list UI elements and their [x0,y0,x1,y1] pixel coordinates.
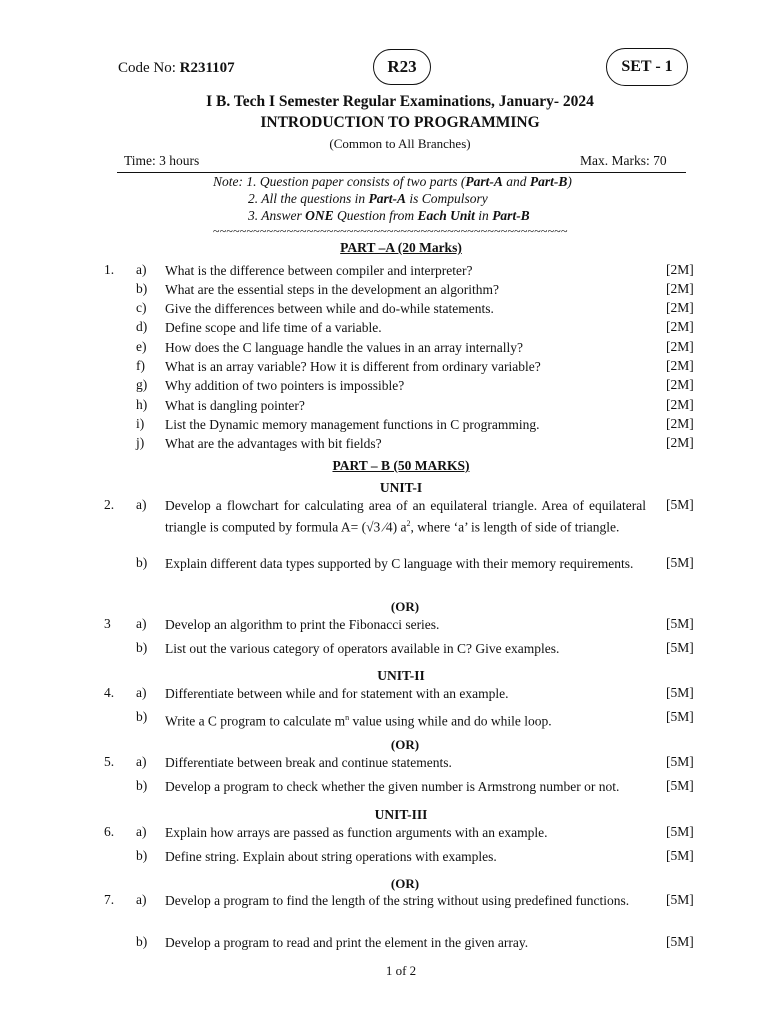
item-text: Define string. Explain about string operations with examples. [165,849,497,864]
question-number: 3 [104,616,111,631]
item-text: Develop a program to read and print the element in the given array. [165,935,529,950]
item-text: List the Dynamic memory management functions in C programming. [165,417,540,432]
item-marks: [5M] [666,616,694,631]
question-number: 5. [104,754,115,769]
item-text: Explain different data types supported by C language with their memory requirements. [165,556,634,571]
item-marks: [5M] [666,892,694,907]
item-text: What is dangling pointer? [165,398,305,413]
item-marks: [2M] [666,339,694,354]
note-bold: Each Unit [417,208,475,223]
item-marks: [5M] [666,555,694,570]
note-line-3 [248,208,530,224]
item-marks: [5M] [666,497,694,512]
note-text: Question from [333,208,418,223]
unit-1-heading: UNIT-I [379,480,423,495]
item-letter: a) [136,616,147,631]
item-marks: [2M] [666,300,694,315]
item-marks: [5M] [666,824,694,839]
code-value: R231107 [179,60,235,76]
item-marks: [2M] [666,435,694,450]
part-a-heading: PART –A (20 Marks) [340,240,462,255]
item-letter: h) [136,397,148,412]
item-text: What are the essential steps in the development an algorithm? [165,282,500,297]
item-letter: a) [136,824,147,839]
item-letter: f) [136,358,145,373]
item-text: Give the differences between while and do-while statements. [165,301,494,316]
page-number: 1 of 2 [385,963,417,978]
question-number: 6. [104,824,115,839]
item-letter: b) [136,709,148,724]
unit-3-heading: UNIT-III [374,807,428,822]
note-text: Note: 1. Question paper consists of two parts ( [213,174,466,189]
item-marks: [2M] [666,416,694,431]
item-marks: [2M] [666,358,694,373]
or-separator: (OR) [390,599,420,614]
item-marks: [2M] [666,319,694,334]
item-letter: a) [136,262,147,277]
note-bold: Part-B [529,174,568,189]
item-letter: b) [136,848,148,863]
note-text: and [502,174,530,189]
item-text-part: Write a C program to calculate m [165,713,346,729]
subject-title: INTRODUCTION TO PROGRAMMING [260,114,540,131]
note-text: 2. All the questions in [248,191,369,206]
note-text: is Compulsory [406,191,488,206]
time-label: Time: 3 hours [124,153,200,168]
item-text: Develop a program to check whether the given number is Armstrong number or not. [165,779,620,794]
common-branches: (Common to All Branches) [329,136,471,151]
or-separator: (OR) [390,737,420,752]
item-letter: e) [136,339,147,354]
item-letter: c) [136,300,147,315]
item-marks: [5M] [666,778,694,793]
or-separator: (OR) [390,876,420,891]
item-text: Differentiate between break and continue statements. [165,755,452,770]
item-marks: [5M] [666,934,694,949]
item-marks: [5M] [666,685,694,700]
item-letter: i) [136,416,145,431]
item-text-part: Develop a flowchart for calculating area of an equilateral triangle. Area of equilateral triangle is computed by formula A= (√3 ⁄4) a [165,498,646,535]
superscript: n [345,713,350,722]
exam-title: I B. Tech I Semester Regular Examinations, January- 2024 [206,93,594,110]
item-text: Define scope and life time of a variable. [165,320,382,335]
item-letter: g) [136,377,148,392]
item-marks: [2M] [666,262,694,277]
note-bold: Part-B [492,208,530,223]
item-letter: b) [136,640,148,655]
item-marks: [5M] [666,640,694,655]
item-text: Differentiate between while and for statement with an example. [165,686,509,701]
question-number: 2. [104,497,115,512]
item-letter: b) [136,778,148,793]
item-marks: [2M] [666,397,694,412]
item-letter: b) [136,555,148,570]
item-letter: j) [136,435,145,450]
item-text: Explain how arrays are passed as function arguments with an example. [165,825,548,840]
question-number: 7. [104,892,115,907]
set-badge: SET - 1 [606,48,688,86]
code-label: Code No: [118,60,176,76]
item-text: What is an array variable? How it is different from ordinary variable? [165,359,541,374]
item-text: What are the advantages with bit fields? [165,436,382,451]
item-text: Develop a program to find the length of the string without using predefined functions. [165,893,630,908]
item-letter: d) [136,319,148,334]
note-text: 3. Answer [248,208,306,223]
code-number [118,60,235,77]
unit-2-heading: UNIT-II [377,668,425,683]
item-marks: [5M] [666,754,694,769]
note-bold: Part-A [465,174,503,189]
item-letter: a) [136,754,147,769]
separator-line: ~~~~~~~~~~~~~~~~~~~~~~~~~~~~~~~~~~~~~~~~~~~~~~~~~~~~~ [213,224,568,238]
item-letter: b) [136,281,148,296]
note-text: ) [567,174,572,189]
item-text: Why addition of two pointers is impossible? [165,378,405,393]
item-letter: b) [136,934,148,949]
item-marks: [5M] [666,709,694,724]
item-marks: [5M] [666,848,694,863]
item-text-part: value using while and do while loop. [349,713,552,729]
item-text [165,709,646,731]
item-text: List out the various category of operators available in C? Give examples. [165,641,560,656]
regulation-badge: R23 [373,49,431,85]
item-letter: a) [136,685,147,700]
item-text-part: , where ‘a’ is length of side of triangle. [410,519,620,535]
question-number: 4. [104,685,115,700]
item-text: What is the difference between compiler and interpreter? [165,263,473,278]
note-bold: ONE [305,208,334,223]
note-line-2 [248,191,488,207]
item-text [165,497,646,537]
note-text: in [474,208,493,223]
item-letter: a) [136,497,147,512]
superscript: 2 [406,519,411,528]
item-marks: [2M] [666,281,694,296]
note-line-1 [213,174,572,190]
item-text: How does the C language handle the values in an array internally? [165,340,524,355]
item-marks: [2M] [666,377,694,392]
header-rule [117,172,686,173]
note-bold: Part-A [368,191,407,206]
item-letter: a) [136,892,147,907]
part-b-heading: PART – B (50 MARKS) [332,458,470,473]
question-number: 1. [104,262,115,277]
item-text: Develop an algorithm to print the Fibonacci series. [165,617,440,632]
max-marks-label: Max. Marks: 70 [580,153,667,168]
